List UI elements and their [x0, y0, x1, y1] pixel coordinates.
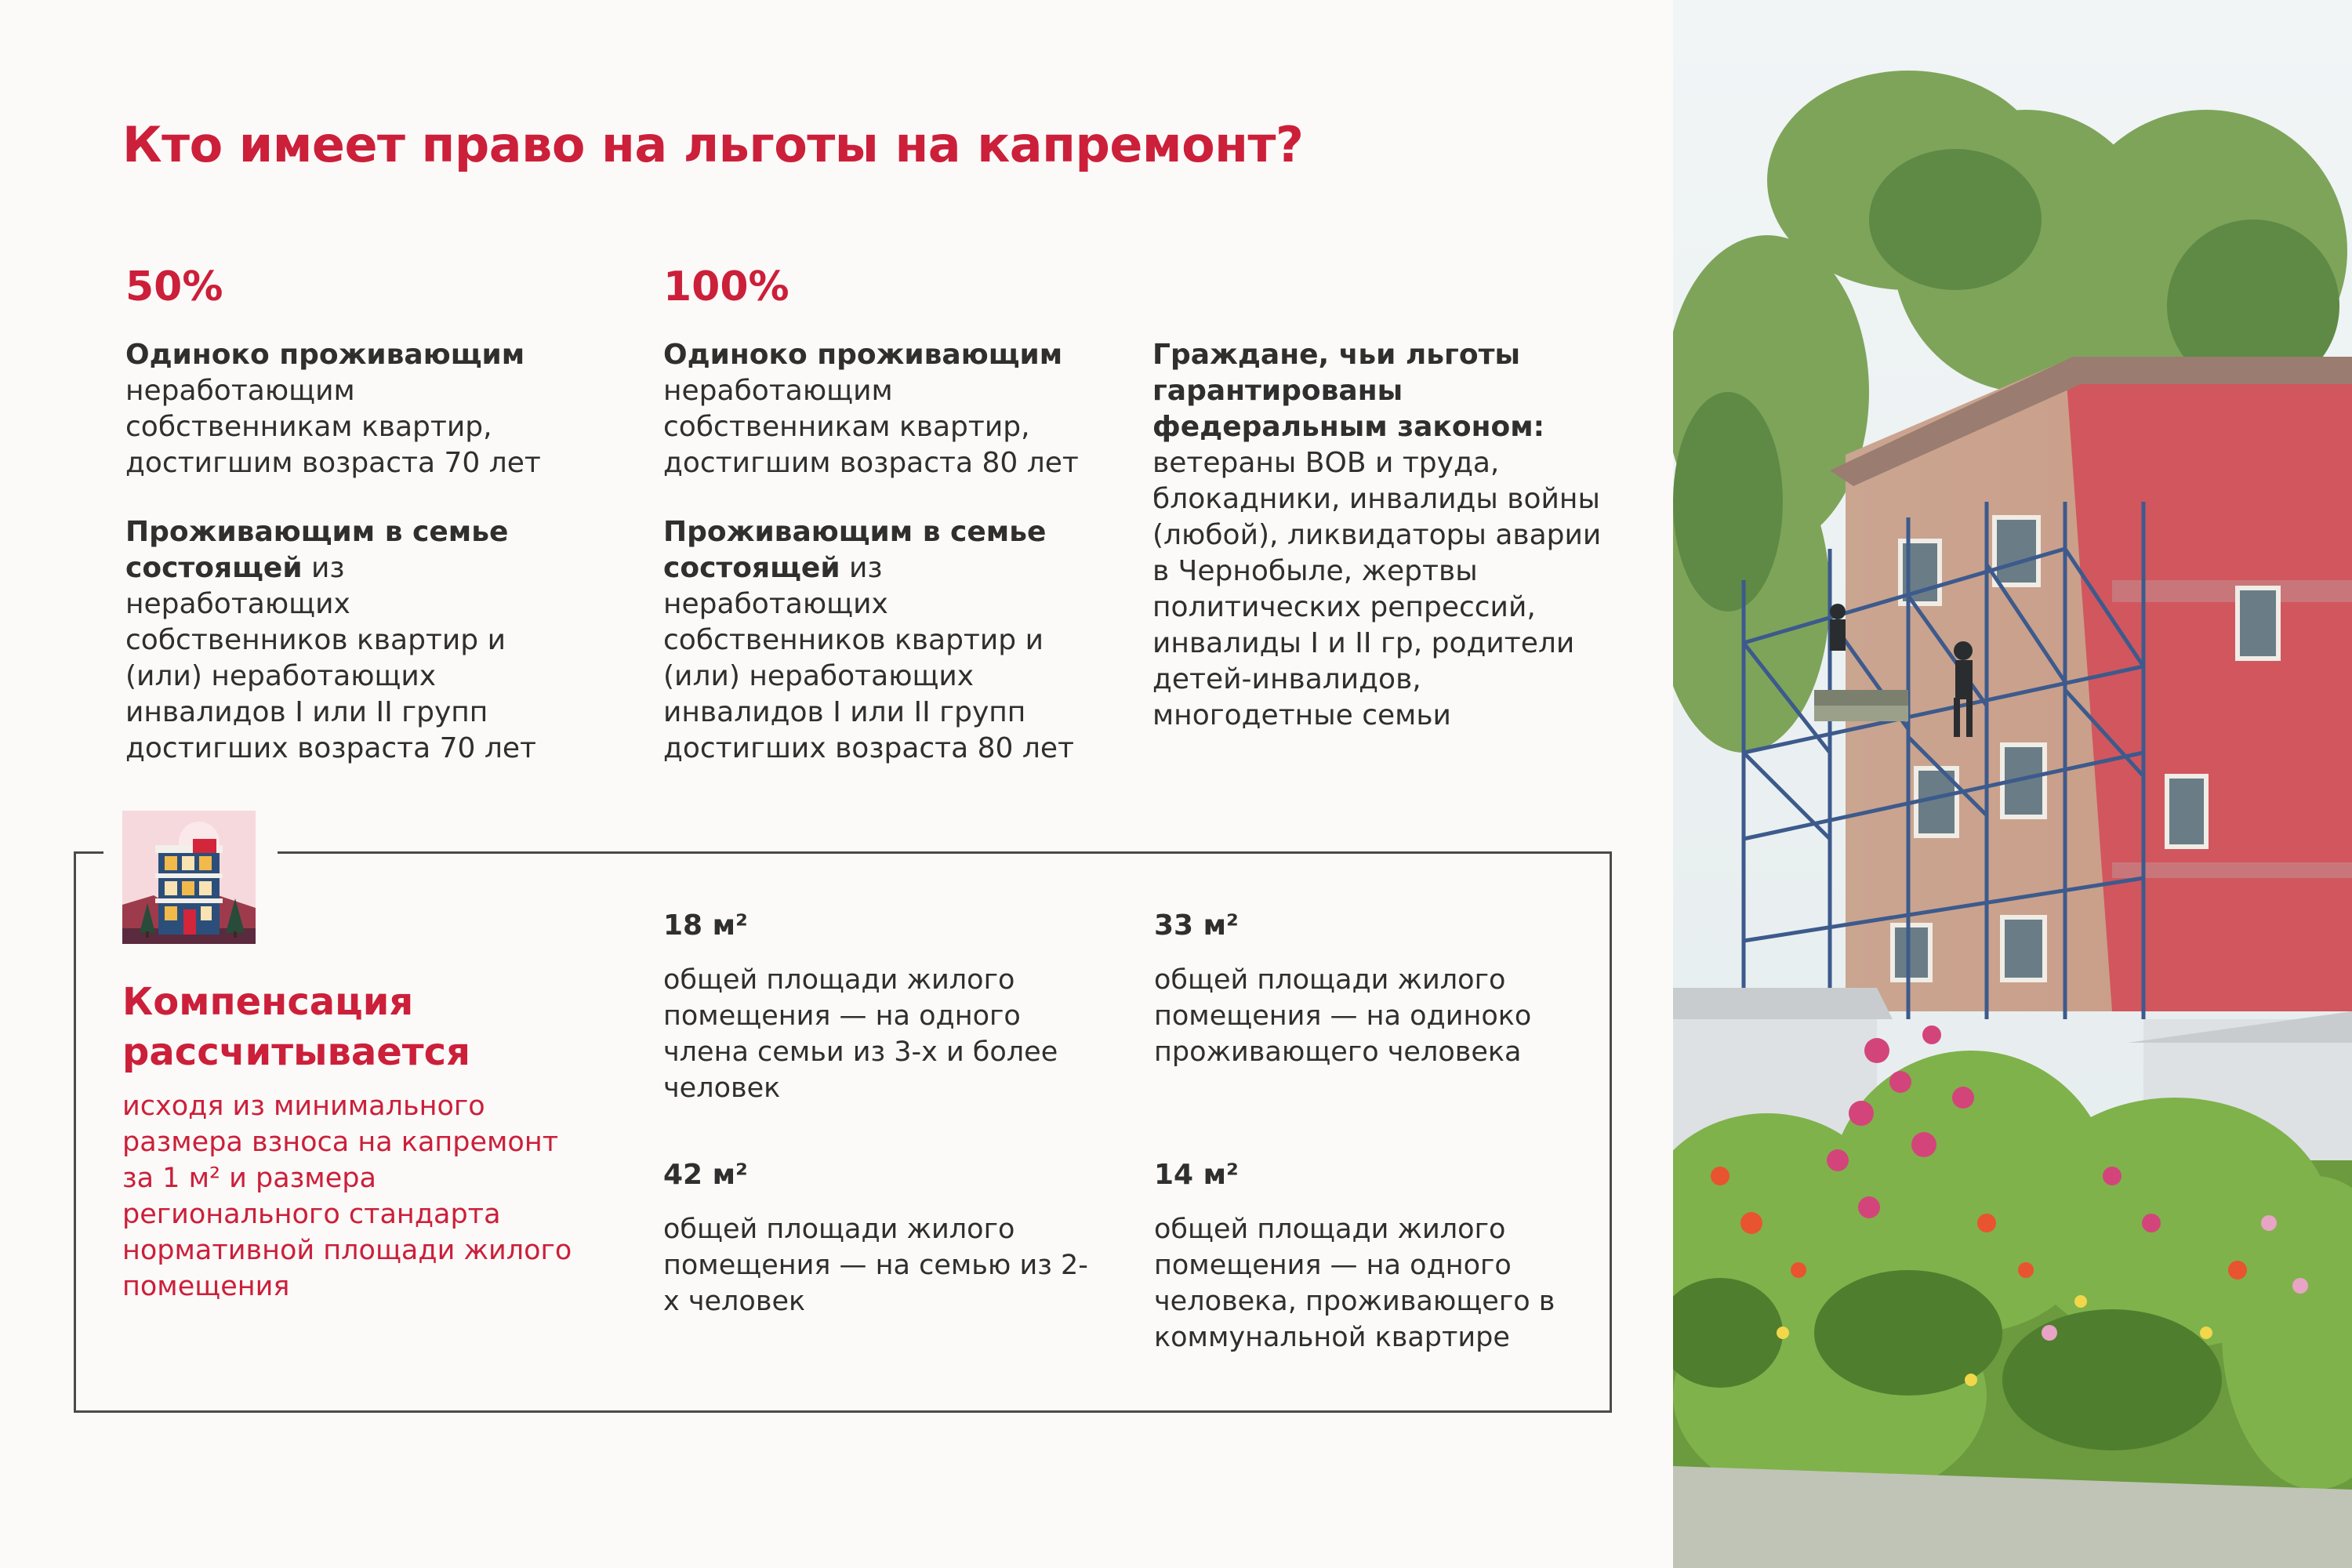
building-under-renovation-photo — [1673, 0, 2352, 1568]
norm-area: 14 м² — [1154, 1159, 1239, 1191]
column-50-percent — [125, 337, 564, 767]
paragraph-federal-list — [1152, 337, 1623, 734]
house-illustration-icon — [122, 811, 256, 944]
paragraph-text: из неработающих собственников квартир и (или) неработающих инвалидов I или II групп достигших возраста 70 лет — [125, 552, 537, 764]
norm-42 — [663, 1159, 1102, 1319]
column-federal-benefits — [1152, 337, 1623, 734]
column-100-percent — [663, 337, 1102, 767]
bold-label: Проживающим в семье состоящей — [125, 516, 509, 584]
norm-area: 42 м² — [663, 1159, 748, 1191]
paragraph-family-80 — [663, 514, 1102, 767]
bold-label: Граждане, чьи льготы гарантированы федеральным законом: — [1152, 339, 1545, 443]
norm-text: общей площади жилого помещения — на одного члена семьи из 3-х и более человек — [663, 964, 1058, 1104]
page-title: Кто имеет право на льготы на капремонт? — [122, 116, 1304, 173]
bold-label: Одиноко проживающим — [663, 339, 1063, 371]
paragraph-text: из неработающих собственников квартир и (или) неработающих инвалидов I или II групп достигших возраста 80 лет — [663, 552, 1075, 764]
norm-14 — [1154, 1159, 1593, 1356]
bold-label: Одиноко проживающим — [125, 339, 525, 371]
norm-text: общей площади жилого помещения — на одиноко проживающего человека — [1154, 964, 1532, 1068]
paragraph-text: неработающим собственникам квартир, достигшим возраста 80 лет — [663, 375, 1079, 479]
norm-text: общей площади жилого помещения — на семью из 2-х человек — [663, 1214, 1088, 1317]
compensation-title: Компенсация рассчитывается — [122, 980, 470, 1074]
paragraph-text: ветераны ВОВ и труда, блокадники, инвалиды войны (любой), ликвидаторы аварии в Чернобыле, жертвы политических репрессий, инвалиды I и II гр, родители детей-инвалидов, многодетные семьи — [1152, 447, 1602, 731]
heading-50-percent: 50% — [125, 263, 223, 310]
paragraph-text: неработающим собственникам квартир, достигшим возраста 70 лет — [125, 375, 541, 479]
norm-33 — [1154, 909, 1593, 1070]
compensation-description: исходя из минимального размера взноса на капремонт за 1 м² и размера регионального стандарта нормативной площади жилого помещения — [122, 1091, 572, 1302]
norm-text: общей площади жилого помещения — на одного человека, проживающего в коммунальной квартире — [1154, 1214, 1555, 1353]
norm-area: 18 м² — [663, 909, 748, 942]
heading-100-percent: 100% — [663, 263, 789, 310]
paragraph-single-owner-80 — [663, 337, 1102, 481]
paragraph-family-70 — [125, 514, 564, 767]
norm-18 — [663, 909, 1102, 1106]
bold-label: Проживающим в семье состоящей — [663, 516, 1047, 584]
norm-area: 33 м² — [1154, 909, 1239, 942]
paragraph-single-owner-70 — [125, 337, 564, 481]
